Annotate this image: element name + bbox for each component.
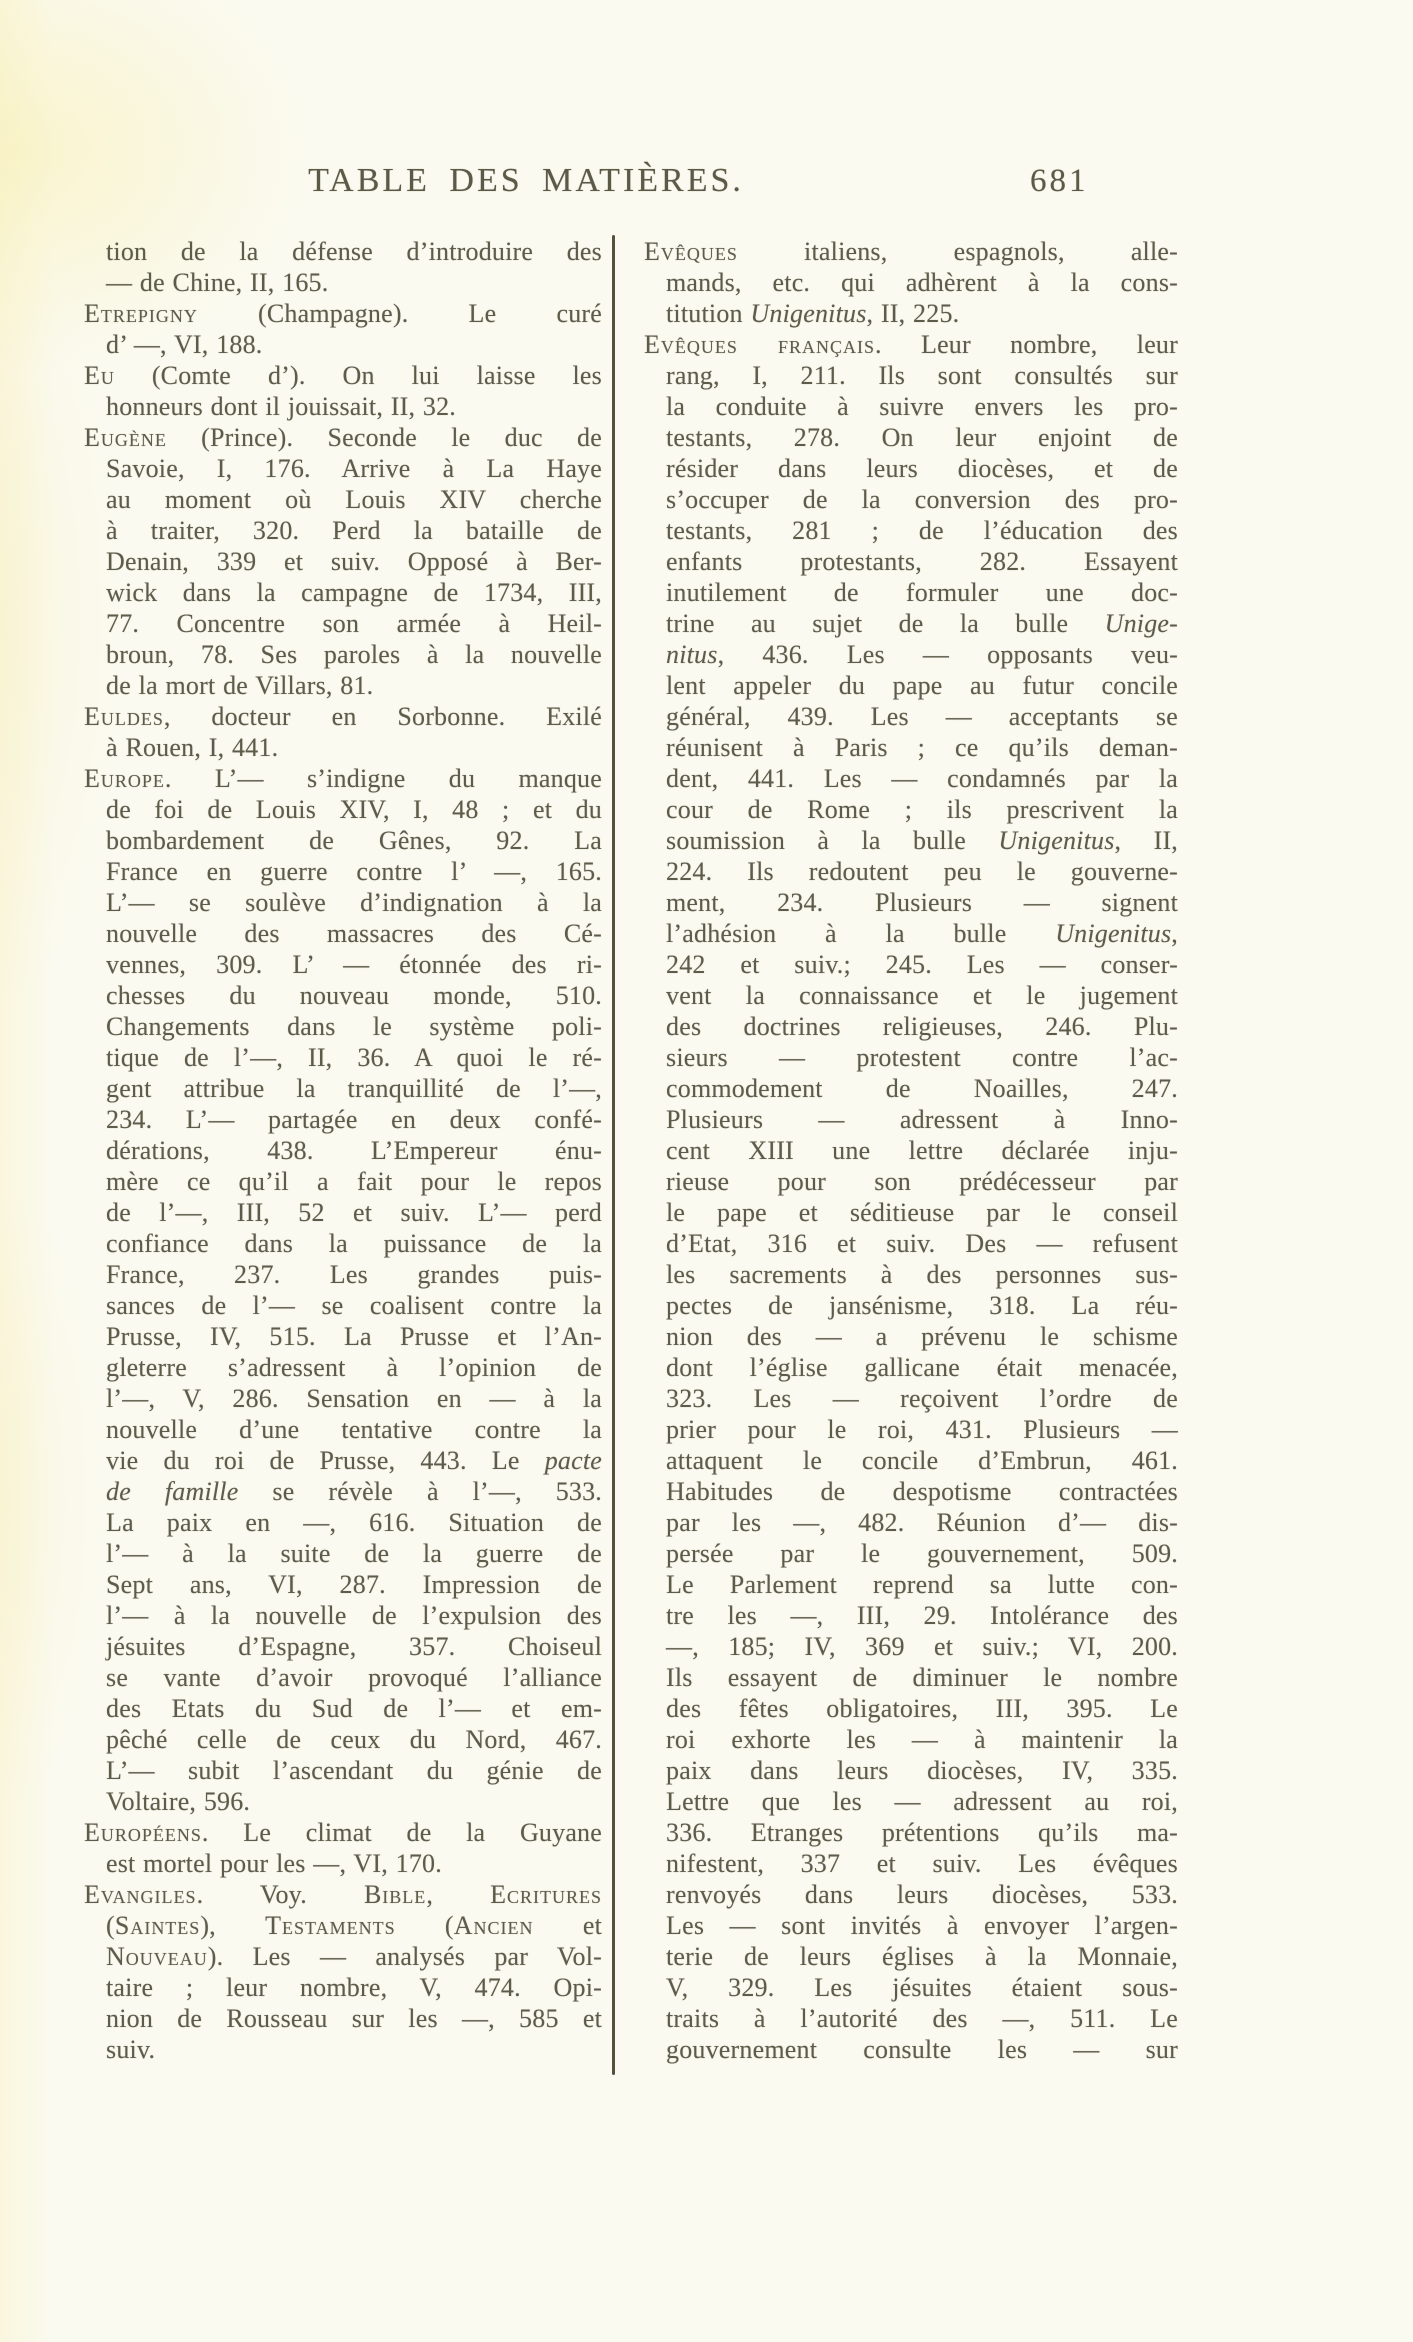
text-line: prier pour le roi, 431. Plusieurs — (666, 1415, 1178, 1444)
text-line: la conduite à suivre envers les pro- (666, 392, 1178, 421)
text-line: Habitudes de despotisme contractées (666, 1477, 1178, 1506)
text-line: de famille se révèle à l’—, 533. (106, 1477, 602, 1506)
text-line: tre les —, III, 29. Intolérance des (666, 1601, 1178, 1630)
text-line: Etrepigny (Champagne). Le curé (84, 299, 602, 328)
index-column-left (84, 236, 602, 2065)
text-line: bombardement de Gênes, 92. La (106, 826, 602, 855)
text-line: suiv. (106, 2035, 156, 2064)
text-line: renvoyés dans leurs diocèses, 533. (666, 1880, 1178, 1909)
text-line: Evêques français. Leur nombre, leur (644, 330, 1178, 359)
text-line: réunisent à Paris ; ce qu’ils deman- (666, 733, 1178, 762)
text-line: gouvernement consulte les — sur (666, 2035, 1178, 2064)
text-line: enfants protestants, 282. Essayent (666, 547, 1178, 576)
text-line: honneurs dont il jouissait, II, 32. (106, 392, 456, 421)
text-line: nouvelle des massacres des Cé- (106, 919, 602, 948)
text-line: mère ce qu’il a fait pour le repos (106, 1167, 602, 1196)
text-line: le pape et séditieuse par le conseil (666, 1198, 1178, 1227)
text-line: Européens. Le climat de la Guyane (84, 1818, 602, 1847)
text-line: d’Etat, 316 et suiv. Des — refusent (666, 1229, 1178, 1258)
page-number: 681 (1030, 163, 1089, 199)
text-line: jésuites d’Espagne, 357. Choiseul (106, 1632, 602, 1661)
text-line: — de Chine, II, 165. (106, 268, 329, 297)
text-line: wick dans la campagne de 1734, III, (106, 578, 602, 607)
text-line: vie du roi de Prusse, 443. Le pacte (106, 1446, 602, 1475)
text-line: Evangiles. Voy. Bible, Ecritures (84, 1880, 602, 1909)
text-line: des fêtes obligatoires, III, 395. Le (666, 1694, 1178, 1723)
text-line: 234. L’— partagée en deux confé- (106, 1105, 602, 1134)
text-line: 323. Les — reçoivent l’ordre de (666, 1384, 1178, 1413)
text-line: des Etats du Sud de l’— et em- (106, 1694, 602, 1723)
text-line: traits à l’autorité des —, 511. Le (666, 2004, 1178, 2033)
text-line: vent la connaissance et le jugement (666, 981, 1178, 1010)
text-line: confiance dans la puissance de la (106, 1229, 602, 1258)
text-line: rieuse pour son prédécesseur par (666, 1167, 1178, 1196)
text-line: résider dans leurs diocèses, et de (666, 454, 1178, 483)
text-line: s’occuper de la conversion des pro- (666, 485, 1178, 514)
text-line: les sacrements à des personnes sus- (666, 1260, 1178, 1289)
text-line: à traiter, 320. Perd la bataille de (106, 516, 602, 545)
text-line: rang, I, 211. Ils sont consultés sur (666, 361, 1178, 390)
text-line: L’— subit l’ascendant du génie de (106, 1756, 602, 1785)
text-line: l’— à la nouvelle de l’expulsion des (106, 1601, 602, 1630)
text-line: testants, 278. On leur enjoint de (666, 423, 1178, 452)
text-line: La paix en —, 616. Situation de (106, 1508, 602, 1537)
text-line: chesses du nouveau monde, 510. (106, 981, 602, 1010)
text-line: l’—, V, 286. Sensation en — à la (106, 1384, 602, 1413)
index-column-right (644, 236, 1178, 2065)
text-line: cour de Rome ; ils prescrivent la (666, 795, 1178, 824)
text-line: tion de la défense d’introduire des (106, 237, 602, 266)
text-line: paix dans leurs diocèses, IV, 335. (666, 1756, 1178, 1785)
text-line: gleterre s’adressent à l’opinion de (106, 1353, 602, 1382)
text-line: terie de leurs églises à la Monnaie, (666, 1942, 1178, 1971)
text-line: l’adhésion à la bulle Unigenitus, (666, 919, 1178, 948)
text-line: nifestent, 337 et suiv. Les évêques (666, 1849, 1178, 1878)
text-line: Ils essayent de diminuer le nombre (666, 1663, 1178, 1692)
text-line: —, 185; IV, 369 et suiv.; VI, 200. (666, 1632, 1178, 1661)
text-line: Euldes, docteur en Sorbonne. Exilé (84, 702, 602, 731)
text-line: sances de l’— se coalisent contre la (106, 1291, 602, 1320)
text-line: général, 439. Les — acceptants se (666, 702, 1178, 731)
text-line: France en guerre contre l’ —, 165. (106, 857, 602, 886)
text-line: dont l’église gallicane était menacée, (666, 1353, 1178, 1382)
text-line: d’ —, VI, 188. (106, 330, 263, 359)
text-line: L’— se soulève d’indignation à la (106, 888, 602, 917)
text-line: ment, 234. Plusieurs — signent (666, 888, 1178, 917)
text-line: (Saintes), Testaments (Ancien et (106, 1911, 602, 1940)
text-line: taire ; leur nombre, V, 474. Opi- (106, 1973, 602, 2002)
text-line: 77. Concentre son armée à Heil- (106, 609, 602, 638)
text-line: Lettre que les — adressent au roi, (666, 1787, 1178, 1816)
text-line: dérations, 438. L’Empereur énu- (106, 1136, 602, 1165)
text-line: par les —, 482. Réunion d’— dis- (666, 1508, 1178, 1537)
text-line: France, 237. Les grandes puis- (106, 1260, 602, 1289)
text-line: broun, 78. Ses paroles à la nouvelle (106, 640, 602, 669)
text-line: V, 329. Les jésuites étaient sous- (666, 1973, 1178, 2002)
text-line: roi exhorte les — à maintenir la (666, 1725, 1178, 1754)
text-line: Eugène (Prince). Seconde le duc de (84, 423, 602, 452)
column-divider-rule (612, 235, 615, 2075)
text-line: 224. Ils redoutent peu le gouverne- (666, 857, 1178, 886)
text-line: titution Unigenitus, II, 225. (666, 299, 960, 328)
text-line: testants, 281 ; de l’éducation des (666, 516, 1178, 545)
text-line: vennes, 309. L’ — étonnée des ri- (106, 950, 602, 979)
text-line: de l’—, III, 52 et suiv. L’— perd (106, 1198, 602, 1227)
text-line: Nouveau). Les — analysés par Vol- (106, 1942, 602, 1971)
text-line: est mortel pour les —, VI, 170. (106, 1849, 442, 1878)
text-line: persée par le gouvernement, 509. (666, 1539, 1178, 1568)
text-line: commodement de Noailles, 247. (666, 1074, 1178, 1103)
text-line: Evêques italiens, espagnols, alle- (644, 237, 1178, 266)
text-line: se vante d’avoir provoqué l’alliance (106, 1663, 602, 1692)
text-line: 336. Etranges prétentions qu’ils ma- (666, 1818, 1178, 1847)
text-line: trine au sujet de la bulle Unige- (666, 609, 1178, 638)
text-line: attaquent le concile d’Embrun, 461. (666, 1446, 1178, 1475)
text-line: Europe. L’— s’indigne du manque (84, 764, 602, 793)
text-line: nitus, 436. Les — opposants veu- (666, 640, 1178, 669)
text-line: nion de Rousseau sur les —, 585 et (106, 2004, 602, 2033)
text-line: Voltaire, 596. (106, 1787, 251, 1816)
text-line: cent XIII une lettre déclarée inju- (666, 1136, 1178, 1165)
text-line: pectes de jansénisme, 318. La réu- (666, 1291, 1178, 1320)
text-line: au moment où Louis XIV cherche (106, 485, 602, 514)
text-line: Changements dans le système poli- (106, 1012, 602, 1041)
text-line: dent, 441. Les — condamnés par la (666, 764, 1178, 793)
text-line: nion des — a prévenu le schisme (666, 1322, 1178, 1351)
text-line: à Rouen, I, 441. (106, 733, 279, 762)
text-line: 242 et suiv.; 245. Les — conser- (666, 950, 1178, 979)
page-title: TABLE DES MATIÈRES. (308, 162, 744, 199)
text-line: l’— à la suite de la guerre de (106, 1539, 602, 1568)
text-line: inutilement de formuler une doc- (666, 578, 1178, 607)
text-line: sieurs — protestent contre l’ac- (666, 1043, 1178, 1072)
text-line: Denain, 339 et suiv. Opposé à Ber- (106, 547, 602, 576)
text-line: tique de l’—, II, 36. A quoi le ré- (106, 1043, 602, 1072)
text-line: pêché celle de ceux du Nord, 467. (106, 1725, 602, 1754)
text-line: Savoie, I, 176. Arrive à La Haye (106, 454, 602, 483)
text-line: Eu (Comte d’). On lui laisse les (84, 361, 602, 390)
text-line: Le Parlement reprend sa lutte con- (666, 1570, 1178, 1599)
text-line: Sept ans, VI, 287. Impression de (106, 1570, 602, 1599)
text-line: gent attribue la tranquillité de l’—, (106, 1074, 602, 1103)
text-line: Plusieurs — adressent à Inno- (666, 1105, 1178, 1134)
text-line: Les — sont invités à envoyer l’argen- (666, 1911, 1178, 1940)
text-line: soumission à la bulle Unigenitus, II, (666, 826, 1179, 855)
text-line: Prusse, IV, 515. La Prusse et l’An- (106, 1322, 602, 1351)
text-line: de la mort de Villars, 81. (106, 671, 374, 700)
text-line: mands, etc. qui adhèrent à la cons- (666, 268, 1178, 297)
text-line: de foi de Louis XIV, I, 48 ; et du (106, 795, 602, 824)
text-line: lent appeler du pape au futur concile (666, 671, 1178, 700)
text-line: des doctrines religieuses, 246. Plu- (666, 1012, 1178, 1041)
text-line: nouvelle d’une tentative contre la (106, 1415, 602, 1444)
